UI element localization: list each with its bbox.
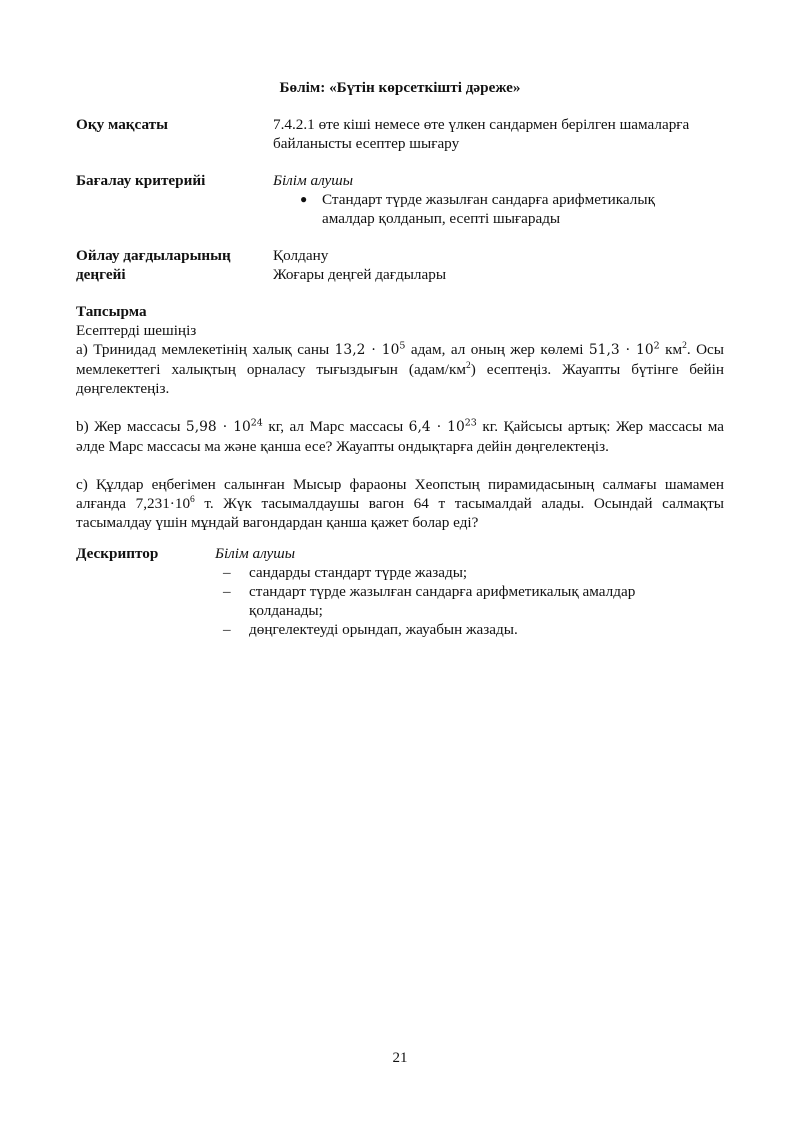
task-a-math-2 [589, 342, 660, 358]
thinking-value [273, 246, 733, 284]
dash-icon: – [223, 583, 231, 600]
descriptor-item-2-text [249, 582, 635, 620]
descriptor-item-2 [215, 582, 685, 620]
dash-icon: – [223, 564, 231, 581]
criteria-intro: Білім алушы [273, 172, 354, 189]
task-a-text-2: адам, ал оның жер көлемі [405, 341, 589, 358]
descriptor-item-2-line-1: стандарт түрде жазылған сандарға арифметикалық амалдар [249, 583, 636, 600]
task-b-math-1-exp: 24 [250, 417, 263, 429]
task-b [76, 417, 724, 456]
task-a-math-2-exp: 2 [653, 340, 660, 352]
task-b-math-1 [186, 419, 263, 435]
task-heading: Тапсырма [76, 303, 147, 320]
objective-label: Оқу мақсаты [76, 116, 168, 133]
task-b-math-2-exp: 23 [464, 417, 477, 429]
thinking-label [76, 246, 266, 284]
task-a-math-1-base: 13,2 · 10 [334, 342, 400, 358]
descriptor-intro: Білім алушы [215, 545, 296, 562]
descriptor-label: Дескриптор [76, 545, 159, 562]
page-number: 21 [392, 1050, 408, 1066]
thinking-value-line-1: Қолдану [273, 247, 329, 264]
task-c [76, 475, 724, 532]
descriptor-item-3 [215, 620, 685, 639]
task-a-text-4: . Осы мемлекеттегі халықтың орналасу тығыздығын (адам/км [76, 341, 725, 378]
task-section [76, 302, 724, 532]
descriptor-body [215, 544, 685, 639]
thinking-label-line-2: деңгейі [76, 266, 126, 283]
task-b-text-1: b) Жер массасы [76, 418, 186, 435]
task-a-math-1-exp: 5 [399, 340, 406, 352]
objective-line-2: байланысты есептер шығару [273, 135, 460, 152]
descriptor-item-3-text: дөңгелектеуді орындап, жауабын жазады. [249, 621, 518, 638]
task-instruction: Есептерді шешіңіз [76, 322, 197, 339]
thinking-value-line-2: Жоғары деңгей дағдылары [273, 266, 447, 283]
thinking-label-line-1: Ойлау дағдыларының [76, 247, 231, 264]
task-a [76, 340, 724, 398]
criteria-bullet-line-1: Стандарт түрде жазылған сандарға арифметикалық [322, 191, 655, 208]
task-a-math-2-base: 51,3 · 10 [588, 342, 654, 358]
objective-line-1: 7.4.2.1 өте кіші немесе өте үлкен сандармен берілген шамаларға [273, 116, 690, 133]
task-b-math-2 [409, 419, 477, 435]
criteria-label: Бағалау критерийі [76, 172, 206, 189]
task-a-text-1: а) Тринидад мемлекетінің халық саны [76, 341, 335, 358]
task-a-text-5: ) есептеңіз. Жауапты бүтінге бейін дөңгелектеңіз. [76, 361, 724, 397]
descriptor-item-1 [215, 563, 685, 582]
bullet-icon: ● [300, 192, 308, 206]
task-a-density-exp: 2 [465, 360, 471, 371]
task-c-text-1: с) Құлдар еңбегімен салынған Мысыр фараоны Хеопстың пирамидасының салмағы шамамен алғанда 7,231·10 [76, 476, 724, 512]
section-title: Бөлім: «Бүтін көрсеткішті дәреже» [279, 79, 521, 96]
task-a-text-3: км [659, 341, 683, 358]
criteria-value [273, 171, 733, 228]
task-c-exp: 6 [190, 494, 195, 505]
task-b-text-3: кг. Қайсысы артық: Жер массасы ма әлде Марс массасы ма және қанша есе? Жауапты ондықтарға дейін дөңгелектеңіз. [76, 418, 724, 455]
task-b-math-1-base: 5,98 · 10 [185, 419, 251, 435]
criteria-bullet [273, 190, 733, 228]
descriptor-item-2-line-2: қолданады; [249, 602, 323, 619]
task-c-text-2: т. Жүк тасымалдаушы вагон 64 т тасымалдай алады. Осындай салмақты тасымалдау үшін мұндай вагондардан қанша қажет болар еді? [76, 495, 724, 531]
task-b-math-2-base: 6,4 · 10 [408, 419, 465, 435]
task-b-text-2: кг, ал Марс массасы [262, 418, 409, 435]
criteria-bullet-line-2: амалдар қолданып, есепті шығарады [322, 210, 561, 227]
descriptor-item-1-text: сандарды стандарт түрде жазады; [249, 564, 468, 581]
task-a-unit-exp: 2 [682, 340, 687, 351]
objective-value [273, 115, 733, 153]
dash-icon: – [223, 621, 231, 638]
criteria-bullet-text [322, 190, 655, 228]
task-a-math-1 [335, 342, 406, 358]
